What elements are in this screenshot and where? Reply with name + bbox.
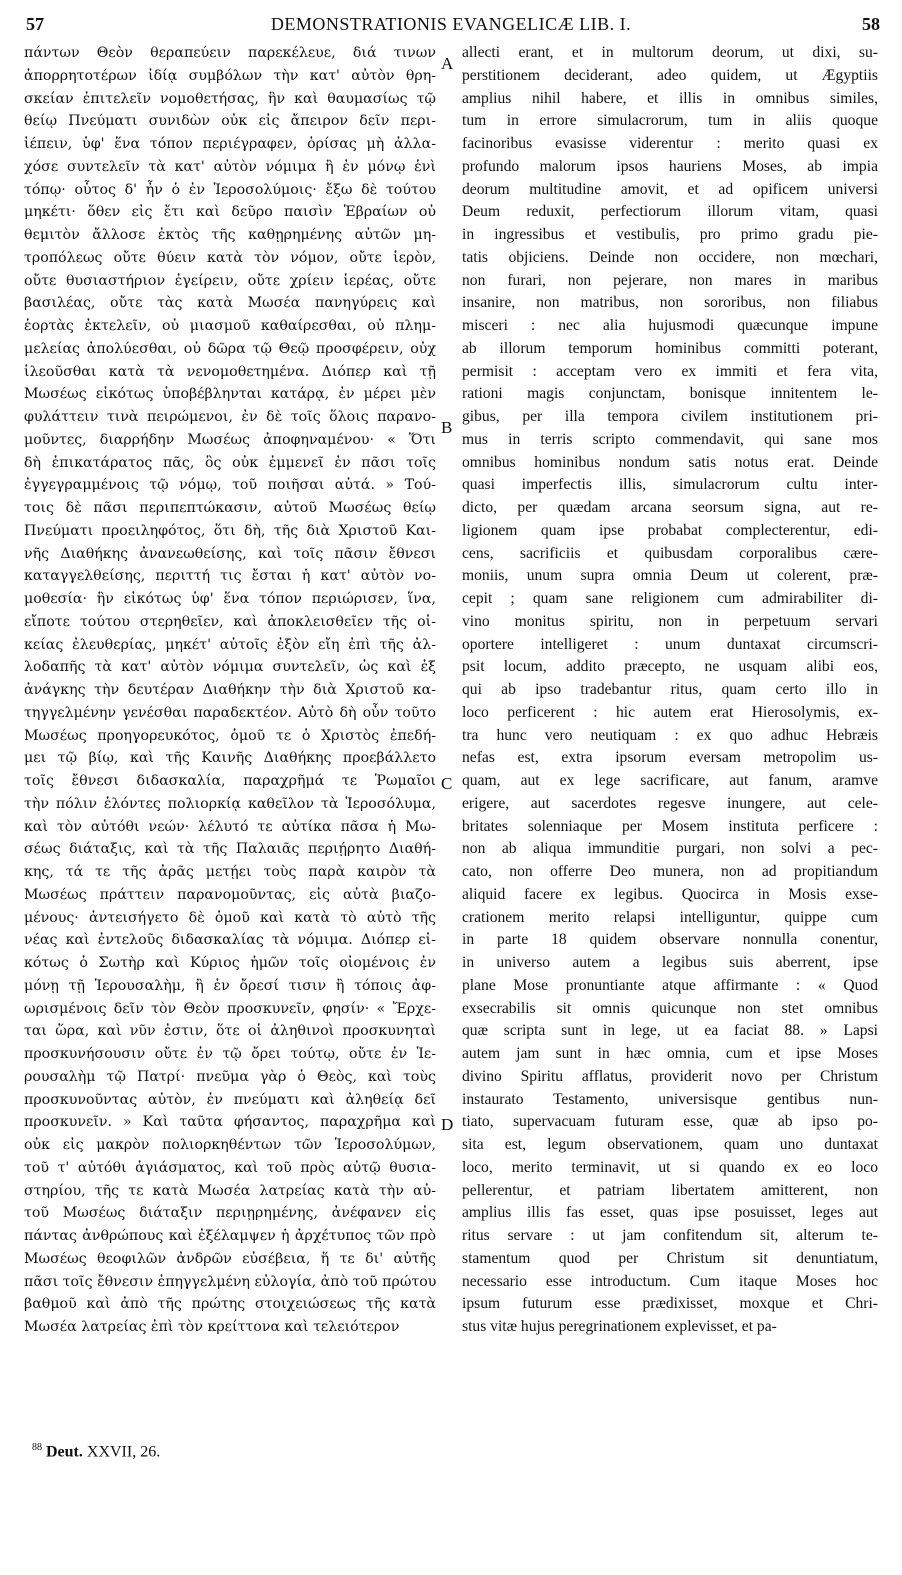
latin-text-line: perstitionem deciderant, adeo quidem, ut Ægyptiis <box>462 66 878 84</box>
latin-text-line: in ingressibus et vestibulis, pro primo gradu pie- <box>462 226 878 243</box>
greek-text-line: προσκυνήσουσιν οὔτε ἐν τῷ ὄρει τούτῳ, οὔτε ἐν Ἱε- <box>24 1046 436 1062</box>
greek-text-line: μένους· ἀντεισήγετο δὲ ὁμοῦ καὶ κατὰ τὸ αὐτὸ τῆς <box>24 909 436 926</box>
latin-text-line: tatis objiciens. Deinde non occidere, non mœchari, <box>462 248 878 266</box>
greek-text-line: ρουσαλὴμ τῷ Πατρί· πνεῦμα γὰρ ὁ Θεὸς, καὶ τοὺς <box>24 1068 436 1085</box>
latin-text-line: moniis, unum supra omnia Deum ut colerent, præ- <box>462 567 878 585</box>
greek-text-line: ωρισμένοις δεῖν τὸν Θεὸν προσκυνεῖν, φησίν· « Ἔρχε- <box>24 1000 436 1017</box>
latin-text-column <box>462 42 878 1339</box>
latin-text-line: necessario esse introductum. Cum itaque Moses hoc <box>462 1272 878 1290</box>
margin-marker-b: B <box>441 418 453 437</box>
greek-text-line: τροπόλεως οὔτε θύειν κατὰ τὸν νόμον, οὔτε ἱερὸν, <box>24 249 436 266</box>
latin-text-line: loco perficerent : hic autem erat Hierosolymis, ex- <box>462 703 878 721</box>
footnote <box>32 1442 160 1461</box>
greek-text-line: τοῦ τ' αὐτόθι ἁγιάσματος, καὶ τοῦ πρὸς αὐτῷ θυσια- <box>24 1159 436 1176</box>
latin-text-line: facinoribus evasisse viderentur : merito quasi ex <box>462 135 878 152</box>
latin-text-line: instaurato Testamento, universisque gentibus nun- <box>462 1090 878 1108</box>
greek-text-line: καὶ τὸν αὐτόθι νεών· λέλυτό τε αὐτίκα πᾶσα ἡ Μω- <box>24 818 436 835</box>
latin-text-line: ipsum futurum esse prædixisset, moxque et Chri- <box>462 1295 878 1313</box>
latin-text-line: ab illorum temporum hominibus committi poterant, <box>462 339 878 357</box>
latin-text-line: Deum reduxit, perfectiorum illorum vitam, quasi <box>462 203 878 221</box>
latin-text-line: britates solenniaque per Mosem instituta perficere : <box>462 817 878 835</box>
greek-text-line: τὴν πόλιν ἑλόντες πολιορκίᾳ καθεῖλον τὰ Ἱεροσόλυμα, <box>24 795 436 812</box>
footnote-mark: 88 <box>32 1442 42 1453</box>
greek-text-line: ἀπορρητοτέρων ἰδίᾳ συμβόλων τὴν κατ' αὐτὸν θρη- <box>24 67 436 84</box>
greek-text-line: σέως διάταξις, καὶ τὰ τῆς Παλαιᾶς περιῄρητο Διαθή- <box>24 841 436 858</box>
greek-text-line: τηγγελμένην γενέσθαι παραδεκτέον. Αὐτὸ δὴ οὖν τοῦτο <box>24 704 436 721</box>
greek-text-line: θείῳ Πνεύματι συνιδὼν οὐκ εἰς ἄπειρον δεῖν περι- <box>24 113 436 130</box>
latin-text-line: quam, aut ex lege sacrificare, aut fanum, aramve <box>462 772 878 789</box>
greek-text-line: κείας ἐλευθερίας, μηκέτ' αὐτοῖς ἐξὸν εἴη ἐπὶ τῆς ἀλ- <box>24 636 436 653</box>
greek-text-line: οὐκ εἰς μακρὸν πολιορκηθέντων τῶν Ἱεροσολύμων, <box>24 1137 436 1153</box>
latin-text-line: erigere, aut sacerdotes regesve inungere, aut cele- <box>462 794 878 812</box>
latin-text-line: autem jam sunt in hæc omnia, cum et ipse Moses <box>462 1045 878 1062</box>
latin-text-line: omnibus hominibus nondum satis notus erat. Deinde <box>462 453 878 471</box>
greek-text-line: τοῖς ἔθνεσι διδασκαλία, παραχρῆμά τε Ῥωμαῖοι <box>24 773 436 789</box>
greek-text-line: εἴποτε τούτου στερηθεῖεν, καὶ ἀποκλεισθεῖεν τῆς οἰ- <box>24 613 436 630</box>
greek-text-line: Μωσέως εἰκότως ὑποβέβληνται κατάρᾳ, ἐν μέρει μὲν <box>24 386 436 403</box>
margin-marker-a: A <box>441 54 454 73</box>
greek-text-line: σκείαν ἐπιτελεῖν νομοθετήσας, ἣν καὶ θαυμασίως τῷ <box>24 90 436 107</box>
latin-text-line: quasi imperfectis illis, simulacrorum cultu inter- <box>462 476 878 494</box>
greek-text-line: ἱέπειν, ὑφ' ἕνα τόπον περιέγραφεν, ὁρίσας μὴ ἀλλα- <box>24 136 436 152</box>
latin-text-line: in universo autem a legibus suis aberrent, ipse <box>462 954 878 971</box>
latin-text-line: profundo malorum ipsos hauriens Moses, ab impia <box>462 157 878 175</box>
greek-text-column <box>24 42 436 1339</box>
latin-text-line: crationem merito relapsi intelliguntur, quippe cum <box>462 908 878 926</box>
latin-text-line: cato, non offerre Deo munera, non ad propitiandum <box>462 863 878 880</box>
footnote-reference: Deut. <box>46 1443 83 1461</box>
latin-text-line: tiato, supervacuam futuram esse, quæ ab ipso po- <box>462 1113 878 1131</box>
latin-text-line: deorum multitudine amovit, et ad opificem universi <box>462 180 878 198</box>
latin-text-line: ligionem quam ipse probabat complecterentur, edi- <box>462 521 878 539</box>
latin-text-line: cepit ; quam sane religionem cum admirabiliter di- <box>462 590 878 607</box>
greek-text-line: ἐγγεγραμμένοις τῷ νόμῳ, τοῦ ποιῆσαι αὐτά. » Τού- <box>24 477 436 494</box>
greek-text-line: μόνῃ τῇ Ἱερουσαλὴμ, ἢ ἐν ὄρεσί τισιν ἢ τόποις ἀφ- <box>24 977 436 994</box>
latin-text-line: mus in terris scripto commendavit, qui sane mos <box>462 430 878 448</box>
running-title: DEMONSTRATIONIS EVANGELICÆ LIB. I. <box>270 14 632 34</box>
greek-text-line: βασιλέας, οὔτε τὰς κατὰ Μωσέα πανηγύρεις καὶ <box>24 295 436 312</box>
latin-text-line: allecti erant, et in multorum deorum, ut dixi, su- <box>462 44 878 61</box>
greek-text-line: τόπῳ· οὗτος δ' ἦν ὁ ἐν Ἱεροσολύμοις· ἔξω δὲ τούτου <box>24 181 436 198</box>
latin-text-line: qui ab ipso tradebantur ritus, quam certo illo in <box>462 681 878 698</box>
greek-text-line: οὔτε θυσιαστήριον ἐγείρειν, οὔτε χρίειν ἱερέας, οὔτε <box>24 272 436 289</box>
page-number-right: 58 <box>862 14 880 34</box>
latin-text-line: aliquid facere ex legibus. Quocirca in Mosis exse- <box>462 885 878 903</box>
greek-text-line: ται ὥρα, καὶ νῦν ἐστιν, ὅτε οἱ ἀληθινοὶ προσκυνηταὶ <box>24 1023 436 1040</box>
greek-text-line: λοδαπῆς τὰ κατ' αὐτὸν νόμιμα συντελεῖν, ὡς καὶ ἐξ <box>24 659 436 676</box>
greek-text-line: καταγγελθείσης, περιττή τις ἔσται ἡ κατ' αὐτὸν νο- <box>24 568 436 585</box>
latin-text-line: cens, sacrificiis et quibusdam corporalibus cære- <box>462 544 878 562</box>
greek-text-line: μηκέτι· ὅθεν εἰς ἔτι καὶ δεῦρο παισὶν Ἑβραίων οὐ <box>24 204 436 221</box>
greek-text-line: τοῦ Μωσέως διάταξιν περιῃρημένης, ἀνέφανεν εἰς <box>24 1205 436 1222</box>
greek-text-line: βαθμοῦ καὶ ἀπὸ τῆς πρώτης στοιχειώσεως τῆς κατὰ <box>24 1296 436 1313</box>
greek-text-line: Πνεύματι προειληφότος, ὅτι δὴ, τῆς διὰ Χριστοῦ Και- <box>24 522 436 539</box>
page-header <box>20 10 882 40</box>
latin-text-line: nefas est, extra ipsorum eversam metropolim us- <box>462 749 878 767</box>
latin-text-line: ritus servare : ut jam confitendum sit, alterum te- <box>462 1227 878 1244</box>
greek-text-line: κότως ὁ Σωτὴρ καὶ Κύριος ἡμῶν τοῖς οἰομένοις ἐν <box>24 955 436 971</box>
latin-text-line: exsecrabilis sit omnis quicunque non stet omnibus <box>462 999 878 1017</box>
latin-text-line: stamentum quod per Christum sit denuntiatum, <box>462 1249 878 1267</box>
greek-text-line: Μωσέως θεοφιλῶν ἀνδρῶν εὐσέβεια, ἥ τε δι' αὐτῆς <box>24 1250 436 1267</box>
greek-text-line: ἑορτὰς ἐκτελεῖν, οὐ μιασμοῦ καθαίρεσθαι, οὐ πλημ- <box>24 318 436 334</box>
latin-text-line: gibus, per illa tempora civilem institutionem pri- <box>462 408 878 425</box>
margin-marker-c: C <box>441 774 453 793</box>
greek-text-line: Μωσέως προηγορευκότος, ὁμοῦ τε ὁ Χριστὸς ἐπεδή- <box>24 727 436 744</box>
greek-text-line: νῆς Διαθήκης ἀνανεωθείσης, καὶ τοῖς πᾶσιν ἔθνεσι <box>24 545 436 562</box>
greek-text-line: μει τῷ βίῳ, καὶ τῆς Καινῆς Διαθήκης προεβάλλετο <box>24 750 436 767</box>
greek-text-line: πᾶσι τοῖς ἔθνεσιν ἐπηγγελμένη εὐλογία, ἀπὸ τοῦ πρώτου <box>24 1273 436 1290</box>
greek-text-line: πάντας ἀνθρώπους καὶ ἐξέλαμψεν ἡ ἀρχέτυπος τῶν πρὸ <box>24 1228 436 1244</box>
latin-text-line: stus vitæ hujus peregrinationem explevisset, et pa- <box>462 1318 777 1335</box>
latin-text-line: tra hunc vero neutiquam : ex quo adhuc Hebræis <box>462 726 878 744</box>
greek-text-line: δὴ ἐπικατάρατος πᾶς, ὃς οὐκ ἐμμενεῖ ἐν πᾶσι τοῖς <box>24 454 436 471</box>
greek-text-line: προσκυνοῦντας αὐτὸν, ἐν πνεύματι καὶ ἀληθείᾳ δεῖ <box>24 1091 436 1108</box>
latin-text-line: quæ scripta sunt in lege, ut ea faciat 88. » Lapsi <box>462 1022 878 1040</box>
latin-text-line: loco, merito terminavit, ut si quando ex eo loco <box>462 1158 878 1176</box>
greek-text-line: στηρίου, τῆς τε κατὰ Μωσέα λατρείας κατὰ τὴν αὐ- <box>24 1182 436 1199</box>
greek-text-line: Μωσέως πράττειν παρανομοῦντας, εἰς αὐτὰ βιαζο- <box>24 886 436 903</box>
greek-text-line: ἀνάγκης τὴν δευτέραν Διαθήκην τὴν διὰ Χριστοῦ κα- <box>24 682 436 698</box>
latin-text-line: insanire, non matribus, non sororibus, non filiabus <box>462 294 878 312</box>
greek-text-line: κης, τά τε τῆς ἀρᾶς μετῄει τοὺς παρὰ καιρὸν τὰ <box>24 864 436 880</box>
greek-text-line: τοις δὲ πᾶσι περιπεπτώκασιν, αὐτοῦ Μωσέως θείῳ <box>24 500 436 516</box>
latin-text-line: divino Spiritu afflatus, providerit novo per Christum <box>462 1067 878 1085</box>
greek-text-line: θεμιτὸν ἄλλοσε ἐκτὸς τῆς καθῃρημένης αὐτῶν μη- <box>24 227 436 243</box>
latin-text-line: oportere intelligeret : unum duntaxat circumscri- <box>462 635 878 653</box>
greek-text-line: μελείας ἀπολύεσθαι, οὐ δῶρα τῷ Θεῷ προσφέρειν, οὐχ <box>24 340 436 357</box>
latin-text-line: amplius illis fas esset, quas ipse posuisset, leges aut <box>462 1204 878 1222</box>
greek-text-line: χόσε συντελεῖν τὰ κατ' αὐτὸν νόμιμα ἢ ἐν μόνῳ ἑνὶ <box>24 158 436 175</box>
latin-text-line: vino monitus spiritu, non in perpetuum servari <box>462 612 878 630</box>
latin-text-line: amplius nihil habere, et illis in omnibus similes, <box>462 89 878 107</box>
greek-text-line: πάντων Θεὸν θεραπεύειν παρεκέλευε, διά τινων <box>24 45 436 61</box>
greek-text-line: φυλάττειν τινὰ πειρώμενοι, ἐν δὲ τοῖς ὅλοις παρανο- <box>24 409 436 425</box>
margin-marker-d: D <box>441 1115 454 1134</box>
greek-text-line: νέας καὶ ἐντελοῦς διδασκαλίας τὰ νόμιμα. Διόπερ εἰ- <box>24 932 436 949</box>
latin-text-line: tum in errore simulacrorum, tum in aliis quoque <box>462 112 878 130</box>
greek-text-line: Μωσέα λατρείας ἐπὶ τὸν κρείττονα καὶ τελειότερον <box>24 1319 400 1335</box>
footnote-text: XXVII, 26. <box>86 1443 161 1461</box>
latin-text-line: dicto, per quædam arcana seorsum signa, aut re- <box>462 499 878 516</box>
greek-text-line: μοῦντες, διαρρήδην Μωσέως ἀποφηναμένου· « Ὅτι <box>24 431 436 448</box>
latin-text-line: permisit : acceptam vero ex immiti et fera vita, <box>462 362 878 380</box>
greek-text-line: ἱλεοῦσθαι κατὰ τὰ νενομοθετημένα. Διόπερ καὶ τῇ <box>24 363 436 380</box>
latin-text-line: in parte 18 quidem observare nonnulla conentur, <box>462 931 878 949</box>
greek-text-line: προσκυνεῖν. » Καὶ ταῦτα φήσαντος, παραχρῆμα καὶ <box>24 1114 436 1131</box>
latin-text-line: non ab aliqua immunditie purgari, non solvi a pec- <box>462 840 878 858</box>
greek-text-line: μοθεσία· ἣν εἰκότως ὑφ' ἕνα τόπον περιώρισεν, ἵνα, <box>24 591 436 607</box>
latin-text-line: sita est, legum observationem, quam uno duntaxat <box>462 1136 878 1153</box>
latin-text-line: non furari, non pejerare, non mares in maribus <box>462 271 878 289</box>
latin-text-line: psit locum, addito præcepto, ne usquam alibi eos, <box>462 658 878 676</box>
latin-text-line: rationi magis conjunctam, bonisque innitentem le- <box>462 385 878 403</box>
latin-text-line: plane Mose pronuntiante atque affirmante : « Quod <box>462 976 878 994</box>
latin-text-line: pellerentur, et patriam libertatem amitterent, non <box>462 1181 878 1199</box>
page-number-left: 57 <box>26 14 44 34</box>
latin-text-line: misceri : nec alia hujusmodi quæcunque impune <box>462 317 878 334</box>
